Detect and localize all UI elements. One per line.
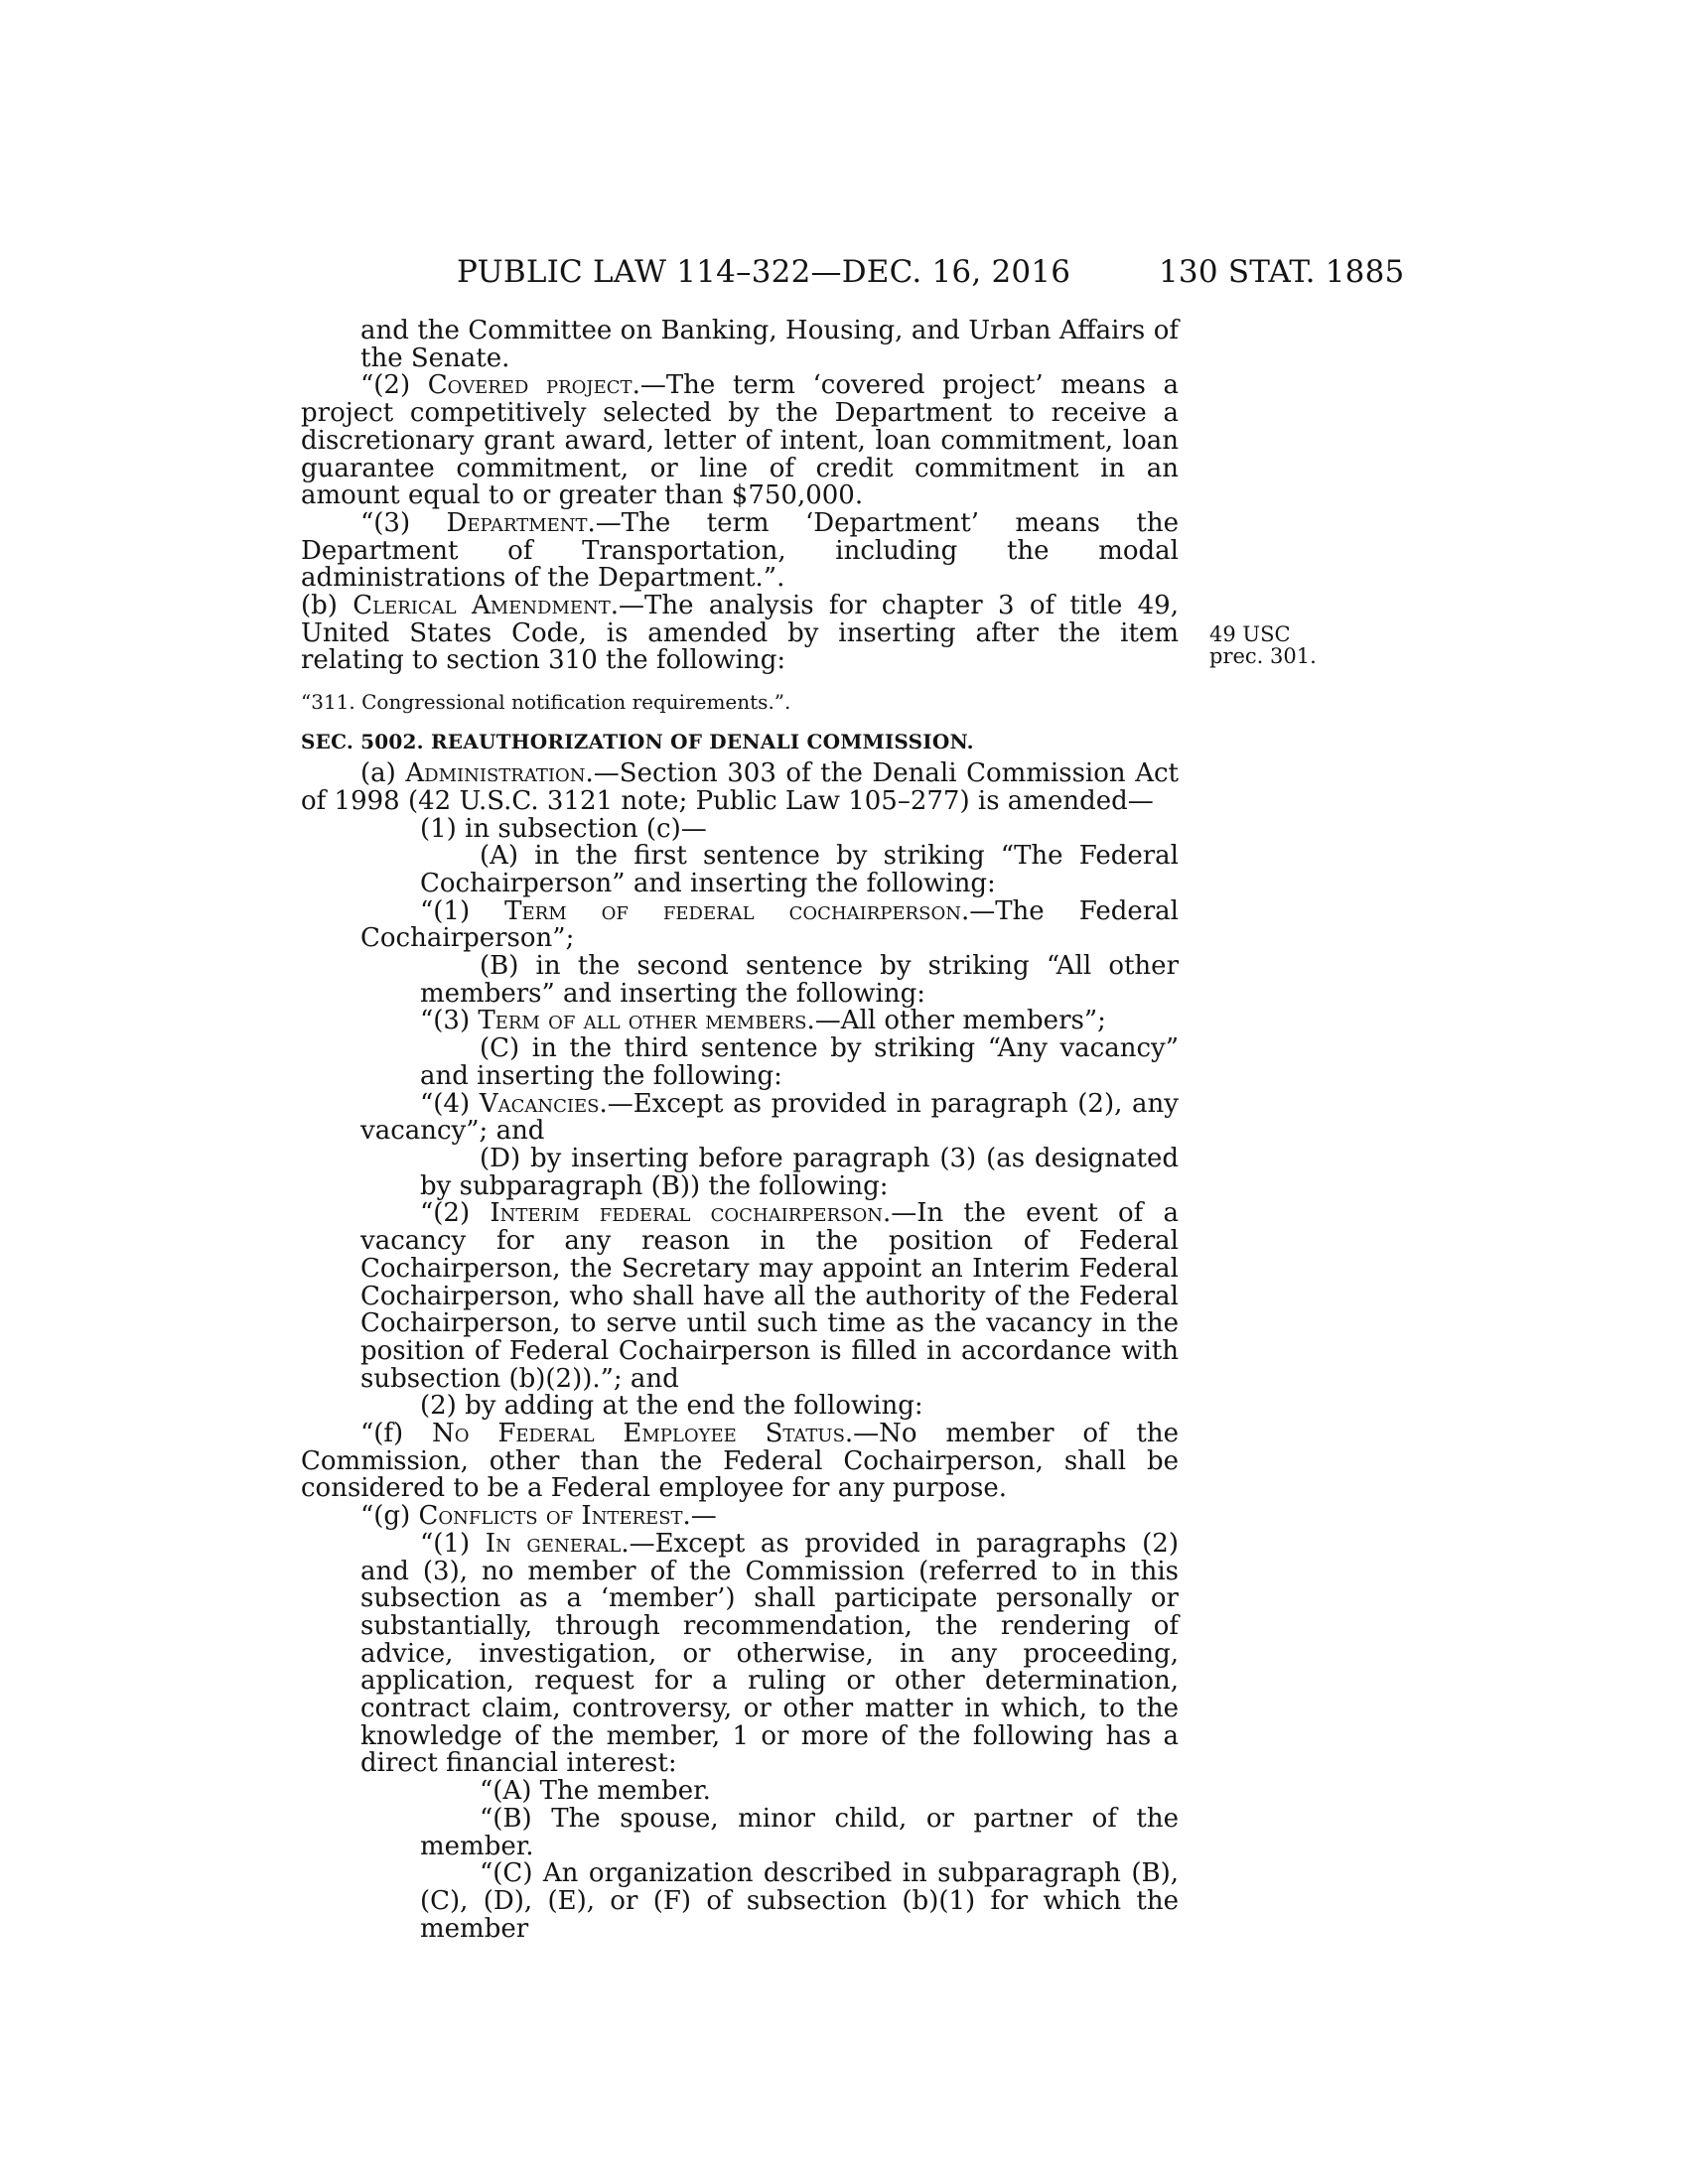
paragraph-adding-at-end: (2) by adding at the end the following:: [420, 1391, 923, 1422]
para-lead: “(3): [420, 1006, 479, 1036]
body-text: [301, 318, 1179, 1943]
para-term: Vacancies: [479, 1088, 600, 1119]
para-term: Covered project: [427, 370, 633, 401]
para-text: .—The Federal Cochairperson”;: [360, 895, 1179, 954]
para-lead: “(g): [360, 1501, 419, 1532]
para-lead: (a): [360, 758, 406, 789]
para-text: .—The term ‘covered project’ means a project competitively selected by the Department to receive a discretionary grant award, letter of intent, loan commitment, loan guarantee commitment, or line of credit commitment in an amount equal to or greater than $750,000.: [301, 370, 1179, 511]
paragraph-clause-b: (B) in the second sentence by striking “All other members” and inserting the following:: [420, 951, 1179, 1009]
para-term: Term of federal cochairperson: [504, 895, 961, 926]
paragraph-item-c: “(C) An organization described in subparagraph (B), (C), (D), (E), or (F) of subsection (b)(1) for which the member: [420, 1858, 1179, 1944]
para-term: Term of all other members: [478, 1006, 807, 1036]
margin-citation-line1: 49 USC: [1209, 622, 1291, 646]
para-text: .—In the event of a vacancy for any reason in the position of Federal Cochairperson, the Secretary may appoint an Interim Federal Cochairperson, who shall have all the authority of the Federal Cochairperson, to serve until such time as the vacancy in the position of Federal Cochairperson is filled in accordance with subsection (b)(2)).”; and: [360, 1198, 1179, 1394]
paragraph-term-other-members: [301, 1008, 1179, 1035]
paragraph-covered-project: [301, 372, 1179, 510]
para-lead: “(2): [420, 1198, 491, 1229]
paragraph-item-b: “(B) The spouse, minor child, or partner of the member.: [420, 1803, 1179, 1861]
paragraph-conflicts-of-interest: [301, 1503, 1179, 1531]
paragraph-subsection-c: (1) in subsection (c)—: [420, 813, 707, 844]
para-text: .—The term ‘Department’ means the Department of Transportation, including the modal administrations of the Department.”.: [301, 507, 1179, 594]
para-term: Clerical Amendment: [352, 591, 611, 621]
paragraph-department: [301, 507, 1179, 594]
paragraph-term-federal-cochair: [301, 895, 1179, 954]
para-lead: “(3): [360, 507, 447, 538]
table-of-contents-entry: “311. Congressional notification requirements.”.: [301, 690, 791, 715]
para-lead: “(1): [420, 1528, 486, 1559]
para-term: Department: [446, 507, 588, 538]
paragraph-vacancies: [301, 1088, 1179, 1147]
para-text: .—: [682, 1501, 717, 1532]
running-header-left: PUBLIC LAW 114–322—DEC. 16, 2016: [457, 254, 1071, 290]
para-lead: “(1): [420, 895, 505, 926]
para-text: .—All other members”;: [806, 1006, 1106, 1036]
para-lead: “(4): [420, 1088, 480, 1119]
margin-citation-line2: prec. 301.: [1209, 644, 1317, 668]
para-term: No Federal Employee Status: [432, 1419, 845, 1449]
paragraph-committee-continuation: and the Committee on Banking, Housing, and Urban Affairs of the Senate.: [360, 316, 1179, 373]
para-lead: “(2): [360, 370, 428, 401]
margin-citation: [1209, 623, 1317, 667]
paragraph-clause-d: (D) by inserting before paragraph (3) (as designated by subparagraph (B)) the following:: [420, 1143, 1179, 1201]
para-term: Administration: [405, 758, 586, 789]
para-term: In general: [485, 1528, 622, 1559]
paragraph-interim-cochair: [301, 1200, 1179, 1393]
paragraph-in-general: [301, 1528, 1179, 1779]
running-header-page-number: 130 STAT. 1885: [1159, 254, 1405, 290]
para-lead: “(f): [360, 1419, 433, 1449]
para-text: .—Except as provided in paragraphs (2) and (3), no member of the Commission (referred to in this subsection as a ‘member’) shall participate personally or substantially, through recommendation, the rendering of advice, investigation, or otherwise, in any proceeding, application, request for a ruling or other determination, contract claim, controversy, or other matter in which, to the knowledge of the member, 1 or more of the following has a direct financial interest:: [360, 1528, 1179, 1779]
paragraph-clerical-amendment: [301, 593, 1179, 675]
para-text: .—Section 303 of the Denali Commission Act of 1998 (42 U.S.C. 3121 note; Public Law 105–277) is amended—: [301, 758, 1179, 816]
para-term: Conflicts of Interest: [418, 1501, 683, 1532]
paragraph-administration: [301, 760, 1179, 815]
para-lead: (b): [301, 591, 353, 621]
paragraph-no-federal-employee-status: [301, 1421, 1179, 1503]
para-text: .—The analysis for chapter 3 of title 49, United States Code, is amended by inserting after the item relating to section 310 the following:: [301, 591, 1179, 676]
paragraph-clause-c: (C) in the third sentence by striking “Any vacancy” and inserting the following:: [420, 1033, 1179, 1091]
paragraph-item-a: “(A) The member.: [480, 1776, 711, 1807]
paragraph-clause-a: (A) in the first sentence by striking “The Federal Cochairperson” and inserting the following:: [420, 841, 1179, 898]
para-text: .—No member of the Commission, other than the Federal Cochairperson, shall be considered to be a Federal employee for any purpose.: [301, 1419, 1179, 1504]
para-term: Interim federal cochairperson: [490, 1198, 883, 1229]
para-text: .—Except as provided in paragraph (2), any vacancy”; and: [360, 1088, 1179, 1147]
section-heading: SEC. 5002. REAUTHORIZATION OF DENALI COMMISSION.: [301, 730, 974, 754]
